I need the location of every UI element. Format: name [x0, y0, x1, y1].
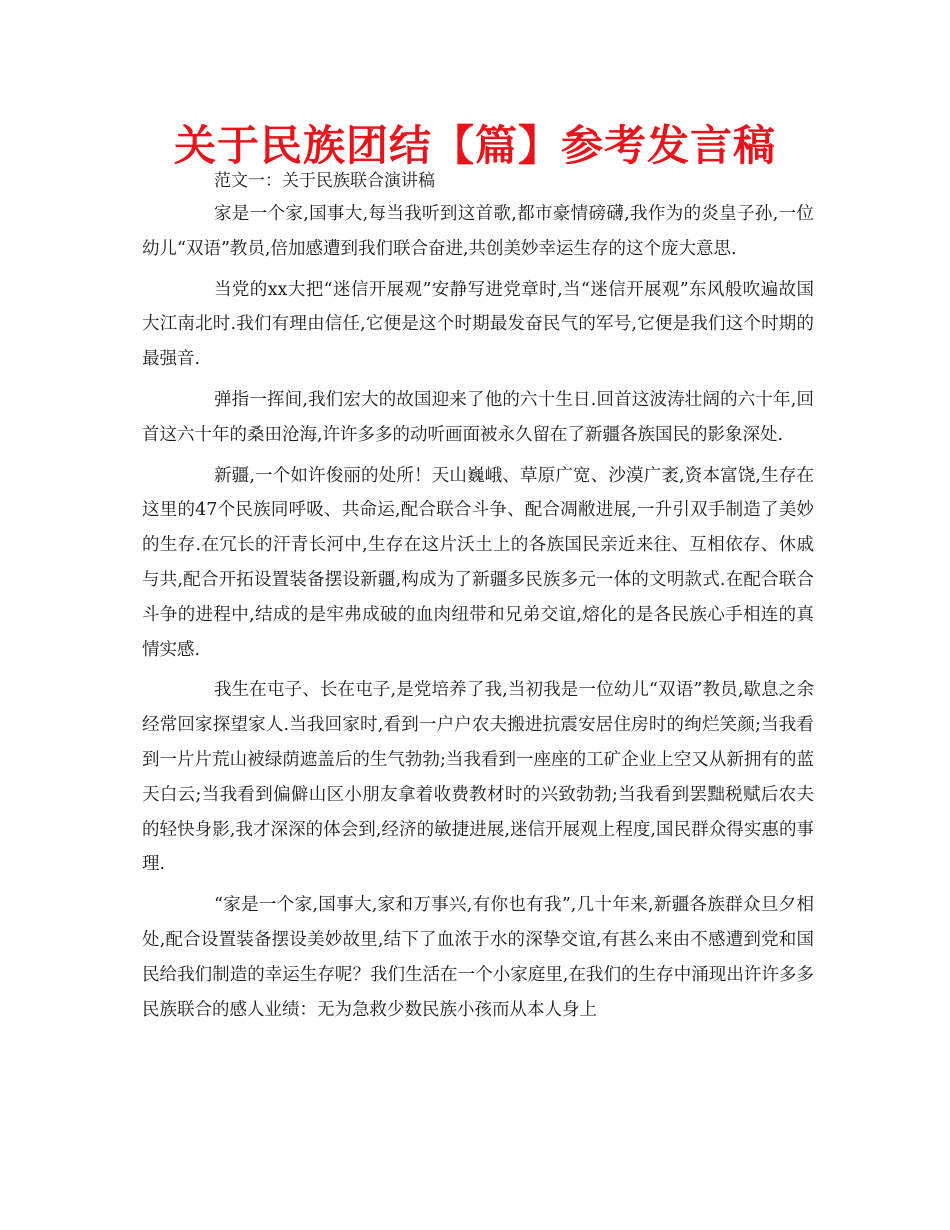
paragraph: 当党的xx大把“迷信开展观”安静写进党章时,当“迷信开展观”东风般吹遍故国大江南北时.我们有理由信任,它便是这个时期最发奋民气的军号,它便是我们这个时期的最强音. [142, 279, 814, 370]
document-subtitle: 范文一：关于民族联合演讲稿 [214, 171, 435, 191]
paragraph: 家是一个家,国事大,每当我听到这首歌,都市豪情磅礴,我作为的炎皇子孙,一位幼儿“双语”教员,倍加感遭到我们联合奋进,共创美妙幸运生存的这个庞大意思. [142, 204, 814, 259]
paragraph: 新疆,一个如许俊丽的处所！天山巍峨、草原广宽、沙漠广袤,资本富饶,生存在这里的47个民族同呼吸、共命运,配合联合斗争、配合凋敝进展,一升引双手制造了美妙的生存.在冗长的汗青长河中,生存在这片沃土上的各族国民亲近来往、互相依存、休戚与共,配合开拓设置装备摆设新疆,构成为了新疆多民族多元一体的文明款式.在配合联合斗争的进程中,结成的是牢弗成破的血肉纽带和兄弟交谊,熔化的是各民族心手相连的真情实感. [142, 465, 814, 660]
paragraph: 我生在屯子、长在屯子,是党培养了我,当初我是一位幼儿“双语”教员,歇息之余经常回家探望家人.当我回家时,看到一户户农夫搬进抗震安居住房时的绚烂笑颜;当我看到一片片荒山被绿荫遮盖后的生气勃勃;当我看到一座座的工矿企业上空又从新拥有的蓝天白云;当我看到偏僻山区小朋友拿着收费教材时的兴致勃勃;当我看到罢黜税赋后农夫的轻快身影,我才深深的体会到,经济的敏捷进展,迷信开展观上程度,国民群众得实惠的事理. [142, 680, 814, 875]
document-title: 关于民族团结【篇】参考发言稿 [173, 121, 776, 170]
paragraph: “家是一个家,国事大,家和万事兴,有你也有我”,几十年来,新疆各族群众旦夕相处,配合设置装备摆设美妙故里,结下了血浓于水的深挚交谊,有甚么来由不感遭到党和国民给我们制造的幸运生存呢？我们生活在一个小家庭里,在我们的生存中涌现出许许多多民族联合的感人业绩：无为急救少数民族小孩而从本人身上 [142, 895, 814, 1020]
paragraph: 弹指一挥间,我们宏大的故国迎来了他的六十生日.回首这波涛壮阔的六十年,回首这六十年的桑田沧海,许许多多的动听画面被永久留在了新疆各族国民的影象深处. [142, 389, 814, 445]
document-body [142, 197, 814, 1033]
